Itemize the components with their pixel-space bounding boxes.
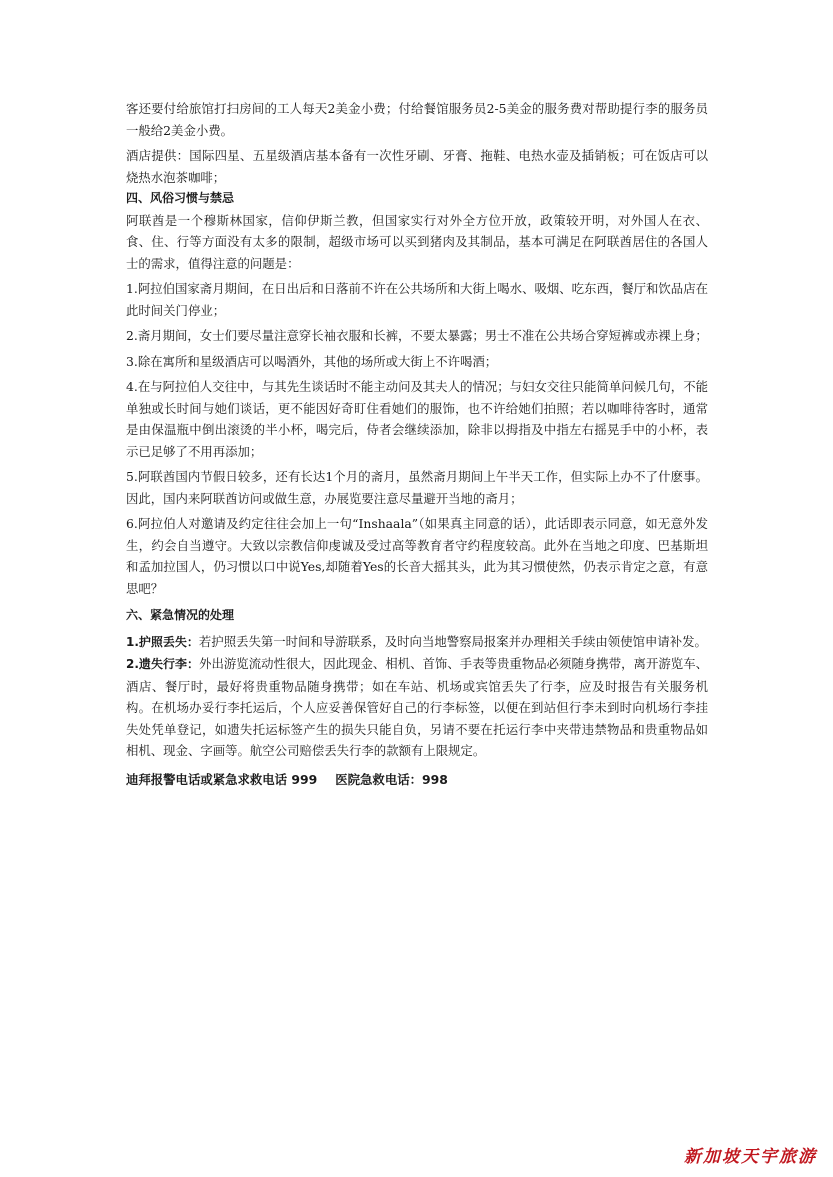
custom-item-5: 5.阿联酋国内节假日较多，还有长达1个月的斋月，虽然斋月期间上午半天工作，但实际上办不了什麽事。因此，国内来阿联酋访问或做生意，办展览要注意尽量避开当地的斋月； [126, 469, 708, 506]
passport-loss-text: 若护照丢失第一时间和导游联系，及时向当地警察局报案并办理相关手续由领使馆申请补发。 [198, 633, 707, 649]
hotel-amenities-paragraph: 酒店提供：国际四星、五星级酒店基本备有一次性牙刷、牙膏、拖鞋、电热水壶及插销板；可在饭店可以烧热水泡茶咖啡； [126, 148, 708, 185]
custom-item-1: 1.阿拉伯国家斋月期间，在日出后和日落前不许在公共场所和大街上喝水、吸烟、吃东西，餐厅和饮品店在此时间关门停业； [126, 281, 708, 318]
custom-item-2: 2.斋月期间，女士们要尽量注意穿长袖衣服和长裤，不要太暴露；男士不准在公共场合穿短裤或赤裸上身； [126, 328, 708, 343]
tipping-paragraph: 客还要付给旅馆打扫房间的工人每天2美金小费；付给餐馆服务员2-5美金的服务费对帮助提行李的服务员一般给2美金小费。 [126, 101, 708, 138]
emergency-hotlines [126, 770, 448, 788]
document-body [126, 98, 708, 762]
police-hotline: 迪拜报警电话或紧急求救电话 999 [126, 772, 318, 787]
luggage-loss-paragraph [126, 653, 708, 762]
luggage-loss-label: 2.遗失行李： [126, 657, 200, 671]
customs-intro-paragraph: 阿联酋是一个穆斯林国家，信仰伊斯兰教，但国家实行对外全方位开放，政策较开明，对外国人在衣、食、住、行等方面没有太多的限制，超级市场可以买到猪肉及其制品，基本可满足在阿联酋居住的各国人士的需求，值得注意的问题是： [126, 212, 708, 271]
custom-item-3: 3.除在寓所和星级酒店可以喝酒外，其他的场所或大街上不许喝酒； [126, 353, 498, 369]
luggage-loss-text: 外出游览流动性很大，因此现金、相机、首饰、手表等贵重物品必须随身携带，离开游览车、酒店、餐厅时，最好将贵重物品随身携带；如在车站、机场或宾馆丢失了行李，应及时报告有关服务机构。在机场办妥行李托运后，个人应妥善保管好自己的行李标签，以便在到站但行李未到时向机场行李挂失处凭单登记，如遗失托运标签产生的损失只能自负，另请不要在托运行李中夹带违禁物品和贵重物品如相机、现金、字画等。航空公司赔偿丢失行李的款额有上限规定。 [126, 656, 709, 758]
section-emergency-heading: 六、紧急情况的处理 [126, 608, 235, 622]
passport-loss-paragraph [126, 631, 708, 654]
custom-item-4: 4.在与阿拉伯人交往中，与其先生谈话时不能主动问及其夫人的情况；与妇女交往只能简单问候几句，不能单独或长时间与她们谈话，更不能因好奇盯住看她们的服饰，也不许给她们拍照；若以咖啡待客时，通常是由保温瓶中倒出滚烫的半小杯，喝完后，侍者会继续添加，除非以拇指及中指左右摇晃手中的小杯，表示已足够了不用再添加； [126, 379, 708, 459]
custom-item-6: 6.阿拉伯人对邀请及约定往往会加上一句“Inshaala”（如果真主同意的话），此话即表示同意，如无意外发生，约会自当遵守。大致以宗教信仰虔诚及受过高等教育者守约程度较高。此外在当地之印度、巴基斯坦和孟加拉国人，仍习惯以口中说Yes,却随着Yes的长音大摇其头，此为其习惯使然，仍表示肯定之意，有意思吧？ [126, 516, 708, 596]
agency-brand-logo: 新加坡天宇旅游 [684, 1147, 817, 1167]
hospital-hotline: 医院急救电话：998 [335, 772, 448, 787]
passport-loss-label: 1.护照丢失： [126, 634, 199, 649]
section-customs-heading: 四、风俗习惯与禁忌 [126, 191, 235, 205]
